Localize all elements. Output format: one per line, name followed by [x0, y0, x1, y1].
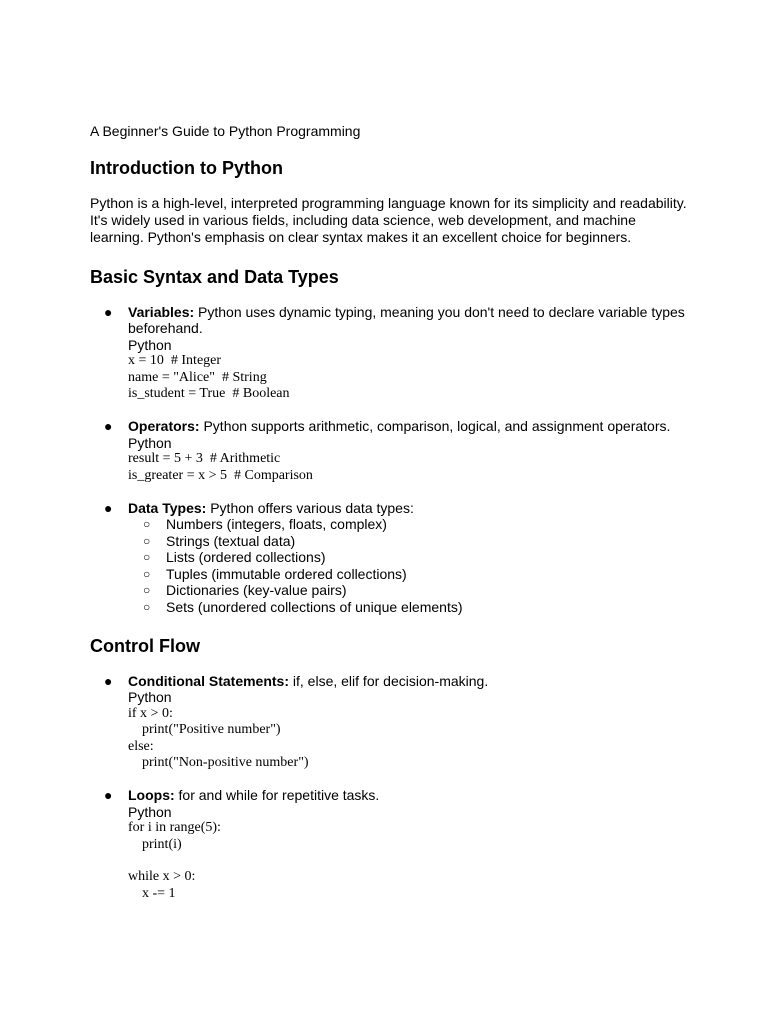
variables-text: Python uses dynamic typing, meaning you don't need to declare variable types beforehand. — [128, 304, 685, 337]
control-flow-list — [90, 673, 690, 902]
bullet-icon: ● — [104, 418, 113, 435]
list-item-loops — [90, 787, 690, 902]
circle-bullet-icon: ○ — [143, 533, 151, 548]
loops-text: for and while for repetitive tasks. — [174, 787, 380, 804]
operators-text: Python supports arithmetic, comparison, logical, and assignment operators. — [199, 418, 671, 435]
list-item-variables — [90, 304, 690, 402]
sublist-item-text: Tuples (immutable ordered collections) — [166, 565, 407, 582]
code-language-label: Python — [128, 803, 172, 820]
heading-basic-syntax: Basic Syntax and Data Types — [90, 267, 339, 287]
operators-label: Operators: — [128, 418, 200, 435]
conditional-label: Conditional Statements: — [128, 672, 290, 689]
heading-introduction: Introduction to Python — [90, 158, 283, 178]
sublist-item-text: Lists (ordered collections) — [166, 549, 326, 566]
bullet-icon: ● — [104, 672, 113, 689]
list-item-data-types — [90, 500, 690, 615]
code-block-loops: for i in range(5): print(i) while x > 0: x -= 1 — [128, 820, 221, 901]
code-block-variables: x = 10 # Integer name = "Alice" # String is_student = True # Boolean — [128, 353, 290, 402]
intro-paragraph: Python is a high-level, interpreted programming language known for its simplicity and readability. It's widely used in various fields, including data science, web development, and machine learning. Python's emphasis on clear syntax makes it an excellent choice for beginners. — [90, 195, 687, 245]
bullet-icon: ● — [104, 500, 113, 517]
basics-list — [90, 304, 690, 615]
loops-label: Loops: — [128, 787, 175, 804]
bullet-icon: ● — [104, 787, 113, 804]
sublist-item — [128, 582, 690, 598]
sublist-item — [128, 566, 690, 582]
sublist-item-text: Numbers (integers, floats, complex) — [166, 516, 387, 533]
document-page — [90, 123, 690, 918]
code-language-label: Python — [128, 434, 172, 451]
sublist-item — [128, 533, 690, 549]
data-types-text: Python offers various data types: — [206, 500, 414, 517]
list-item-conditional — [90, 673, 690, 771]
code-block-conditional: if x > 0: print("Positive number") else: print("Non-positive number") — [128, 705, 309, 770]
sublist-item — [128, 549, 690, 565]
code-language-label: Python — [128, 689, 172, 706]
circle-bullet-icon: ○ — [143, 550, 151, 565]
code-language-label: Python — [128, 336, 172, 353]
data-types-sublist — [128, 516, 690, 614]
list-item-operators — [90, 418, 690, 484]
circle-bullet-icon: ○ — [143, 599, 151, 614]
variables-label: Variables: — [128, 304, 195, 320]
code-block-operators: result = 5 + 3 # Arithmetic is_greater = x > 5 # Comparison — [128, 451, 313, 483]
sublist-item-text: Sets (unordered collections of unique elements) — [166, 598, 463, 615]
sublist-item-text: Dictionaries (key-value pairs) — [166, 582, 347, 599]
sublist-item — [128, 516, 690, 532]
document-title: A Beginner's Guide to Python Programming — [90, 123, 361, 139]
circle-bullet-icon: ○ — [143, 583, 151, 598]
sublist-item-text: Strings (textual data) — [166, 532, 296, 549]
heading-control-flow: Control Flow — [90, 635, 200, 656]
sublist-item — [128, 599, 690, 615]
data-types-label: Data Types: — [128, 500, 207, 517]
circle-bullet-icon: ○ — [143, 566, 151, 581]
conditional-text: if, else, elif for decision-making. — [289, 672, 489, 689]
circle-bullet-icon: ○ — [143, 517, 151, 532]
bullet-icon: ● — [104, 304, 113, 320]
